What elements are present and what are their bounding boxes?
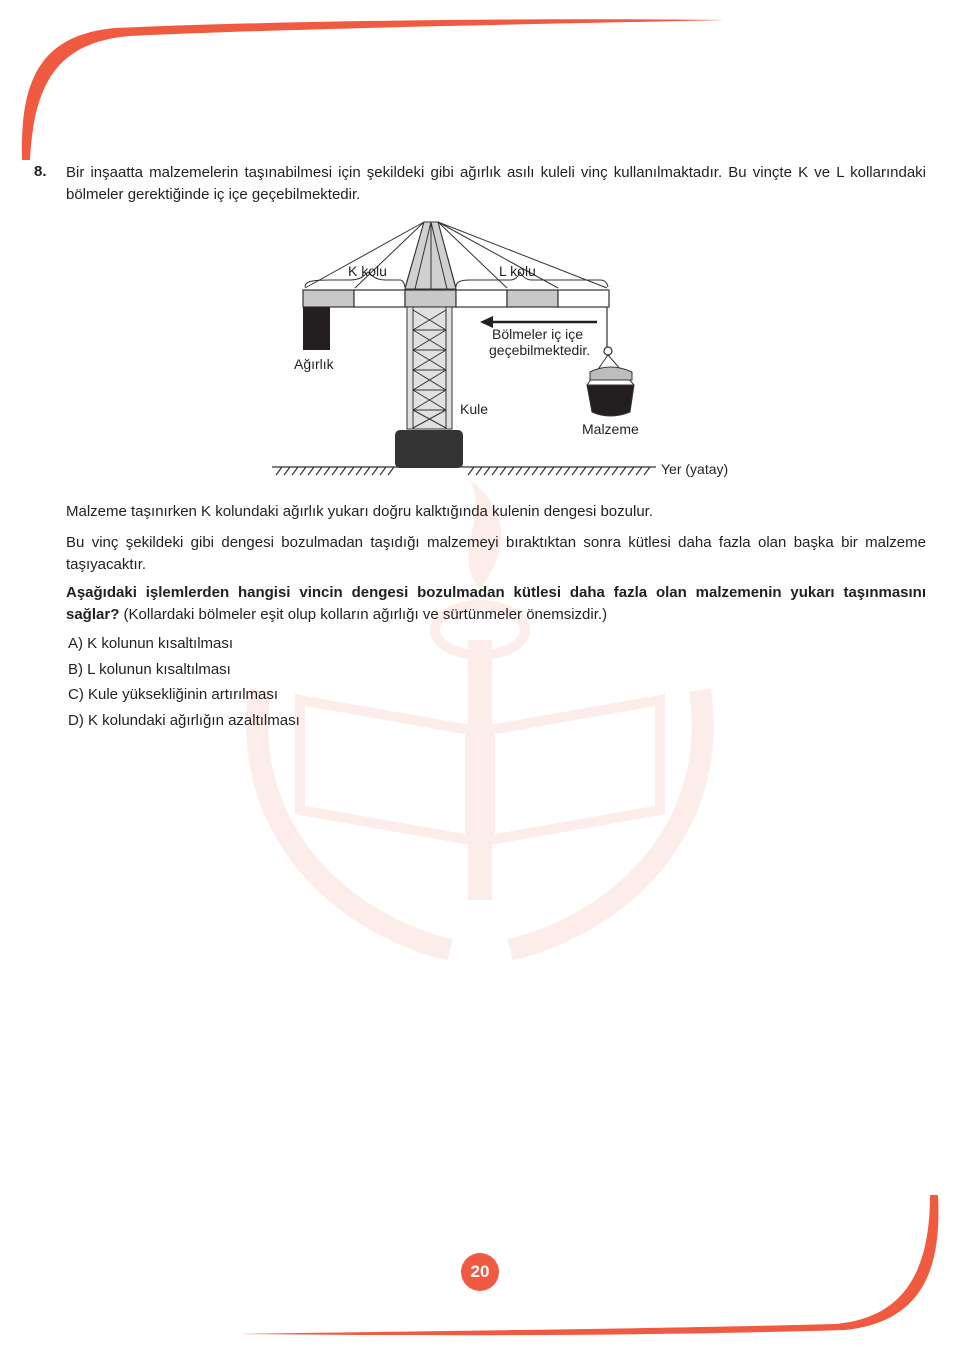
lattice-tower	[407, 307, 452, 429]
option-a[interactable]: A) K kolunun kısaltılması	[68, 635, 234, 652]
question-prompt	[66, 582, 926, 626]
paragraph-scenario: Bu vinç şekildeki gibi dengesi bozulmadan taşıdığı malzemeyi bıraktıktan sonra kütlesi daha fazla olan başka bir malzeme taşıyacaktır.	[66, 534, 926, 573]
counterweight	[303, 307, 330, 350]
option-b[interactable]: B) L kolunun kısaltılması	[68, 660, 231, 678]
weight-label: Ağırlık	[294, 356, 334, 372]
question-number: 8.	[34, 163, 47, 180]
ground-line	[272, 467, 656, 475]
tower-base	[395, 430, 463, 468]
tower-label: Kule	[460, 401, 489, 417]
emblem-torch	[468, 640, 492, 900]
material-label: Malzeme	[582, 421, 639, 437]
page-number: 20	[461, 1253, 499, 1291]
option-d[interactable]: D) K kolundaki ağırlığın azaltılması	[68, 711, 300, 729]
paragraph-balance: Malzeme taşınırken K kolundaki ağırlık yukarı doğru kalktığında kulenin dengesi bozulur.	[66, 503, 653, 520]
material-bucket	[587, 355, 634, 416]
k-arm-label: K kolu	[348, 263, 387, 279]
ground-label: Yer (yatay)	[661, 461, 729, 477]
prompt-bold: Aşağıdaki işlemlerden hangisi vincin dengesi bozulmadan kütlesi daha fazla olan malzemenin yukarı taşınmasını sağlar?	[66, 584, 926, 623]
crane-figure	[0, 0, 960, 500]
answer-options	[68, 633, 300, 735]
hook-icon	[604, 347, 612, 355]
l-arm-label: L kolu	[499, 263, 536, 279]
question-stem: Bir inşaatta malzemelerin taşınabilmesi için şekildeki gibi ağırlık asılı kuleli vinç kullanılmaktadır. Bu vinçte K ve L kollarındaki bölmeler gerektiğinde iç içe geçebilmektedir.	[66, 164, 926, 203]
sections-label-line1: Bölmeler iç içe	[492, 326, 584, 342]
option-c[interactable]: C) Kule yüksekliğinin artırılması	[68, 686, 279, 703]
crane-jib	[303, 290, 609, 307]
prompt-note: (Kollardaki bölmeler eşit olup kolların ağırlığı ve sürtünmeler önemsizdir.)	[119, 606, 608, 623]
sections-label-line2: geçebilmektedir.	[489, 342, 591, 358]
bottom-right-swoosh	[240, 1195, 938, 1335]
